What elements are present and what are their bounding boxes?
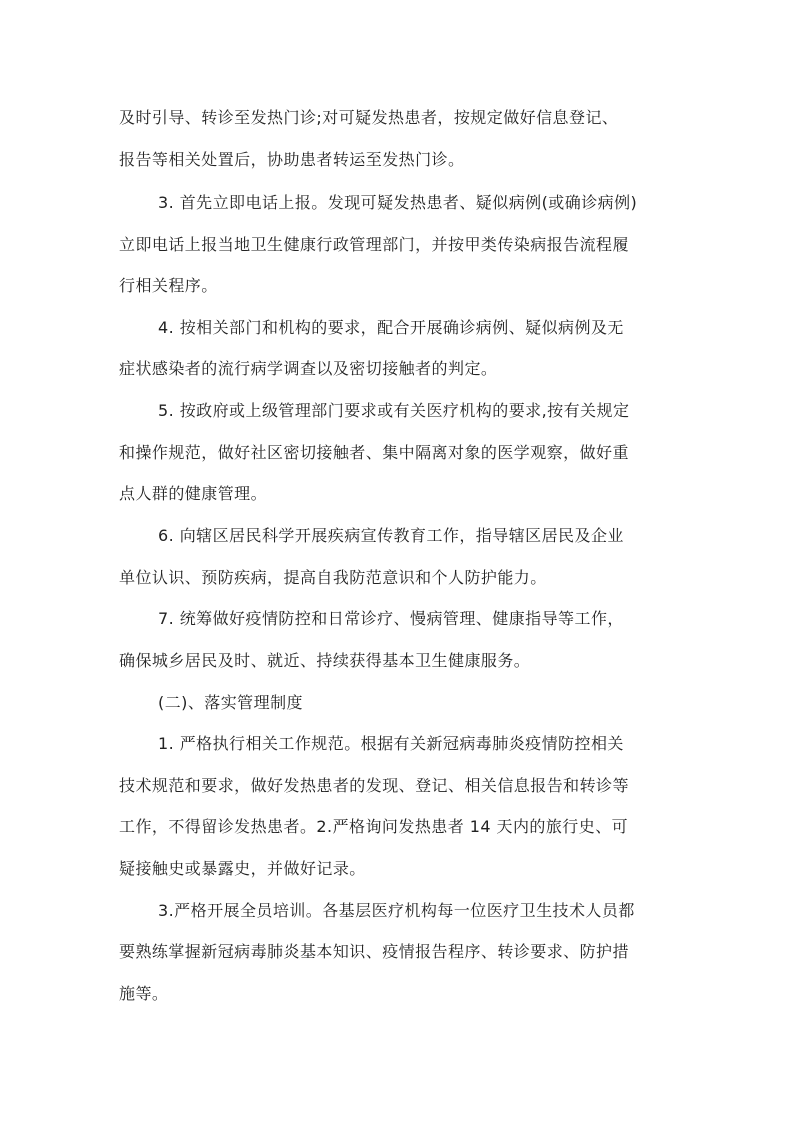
text-line: 和操作规范，做好社区密切接触者、集中隔离对象的医学观察，做好重	[119, 443, 629, 462]
text-line: 行相关程序。	[119, 276, 218, 295]
text-line: 1. 严格执行相关工作规范。根据有关新冠病毒肺炎疫情防控相关	[158, 734, 624, 753]
text-line: 点人群的健康管理。	[119, 484, 268, 503]
text-line: 工作，不得留诊发热患者。2.严格询问发热患者 14 天内的旅行史、可	[119, 817, 629, 836]
text-line: 技术规范和要求，做好发热患者的发现、登记、相关信息报告和转诊等	[119, 776, 629, 795]
text-line: 确保城乡居民及时、就近、持续获得基本卫生健康服务。	[119, 651, 531, 670]
text-line: 3. 首先立即电话上报。发现可疑发热患者、疑似病例(或确诊病例)	[158, 193, 638, 212]
text-line: 6. 向辖区居民科学开展疾病宣传教育工作，指导辖区居民及企业	[158, 526, 624, 545]
text-line: 要熟练掌握新冠病毒肺炎基本知识、疫情报告程序、转诊要求、防护措	[119, 942, 629, 961]
text-line: 施等。	[119, 984, 169, 1003]
text-line: 单位认识、预防疾病，提高自我防范意识和个人防护能力。	[119, 568, 547, 587]
text-line: 5. 按政府或上级管理部门要求或有关医疗机构的要求,按有关规定	[158, 401, 630, 420]
text-line: 疑接触史或暴露史，并做好记录。	[119, 859, 366, 878]
text-line: 报告等相关处置后，协助患者转运至发热门诊。	[119, 150, 465, 169]
text-line: 4. 按相关部门和机构的要求，配合开展确诊病例、疑似病例及无	[158, 318, 624, 337]
text-line: 症状感染者的流行病学调查以及密切接触者的判定。	[119, 359, 498, 378]
text-line: 3.严格开展全员培训。各基层医疗机构每一位医疗卫生技术人员都	[158, 901, 635, 920]
text-line: 7. 统筹做好疫情防控和日常诊疗、慢病管理、健康指导等工作，	[158, 609, 624, 628]
section-heading: (二)、落实管理制度	[158, 693, 303, 712]
text-line: 及时引导、转诊至发热门诊;对可疑发热患者，按规定做好信息登记、	[119, 108, 619, 127]
text-line: 立即电话上报当地卫生健康行政管理部门，并按甲类传染病报告流程履	[119, 235, 629, 254]
